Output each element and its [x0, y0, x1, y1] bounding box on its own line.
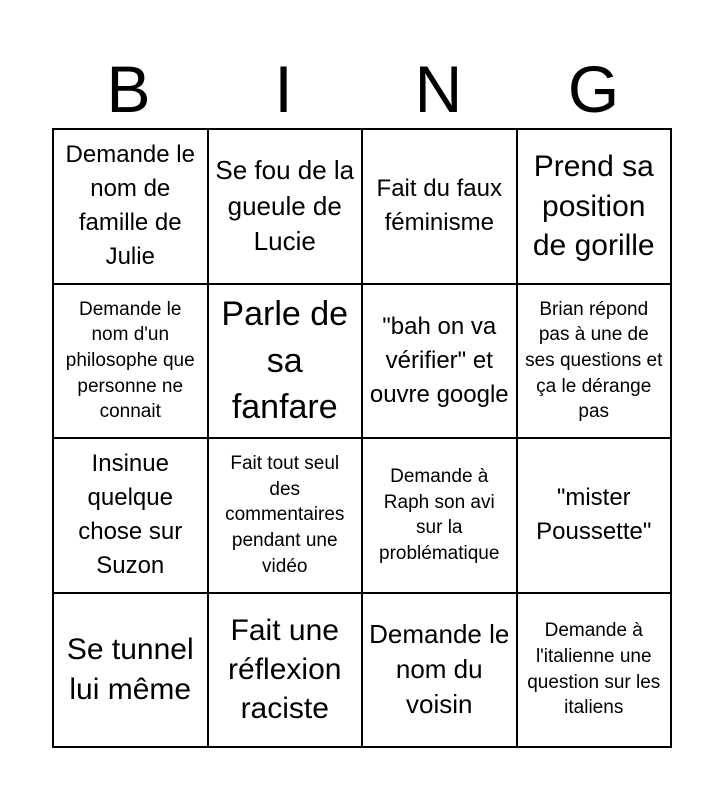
bingo-cell[interactable] — [517, 129, 672, 284]
cell-text: Insinue quelque chose sur Suzon — [78, 450, 183, 580]
bingo-cell[interactable] — [362, 284, 517, 439]
bingo-cell[interactable] — [208, 438, 363, 593]
bingo-cell[interactable] — [362, 438, 517, 593]
bingo-cell[interactable] — [517, 593, 672, 748]
cell-text: "bah on va vérifier" et ouvre google — [369, 312, 509, 408]
cell-text: Demande le nom d'un philosophe que personne ne connait — [65, 298, 195, 423]
cell-text: Prend sa position de gorille — [532, 150, 655, 262]
bingo-cell[interactable] — [517, 438, 672, 593]
cell-text: Brian répond pas à une de ses questions et ça le dérange pas — [525, 298, 663, 423]
bingo-cell[interactable] — [208, 129, 363, 284]
bingo-cell[interactable] — [208, 284, 363, 439]
cell-text: Se tunnel lui même — [66, 633, 194, 706]
cell-text: Demande le nom du voisin — [369, 618, 510, 720]
bingo-cell[interactable] — [362, 593, 517, 748]
bingo-cell[interactable] — [53, 438, 208, 593]
header-letter-i: I — [274, 52, 293, 126]
header-letter-g: G — [567, 52, 620, 126]
bingo-cell[interactable] — [53, 593, 208, 748]
header-letter-n: N — [414, 52, 463, 126]
cell-text: Fait tout seul des commentaires pendant une vidéo — [225, 453, 345, 577]
bingo-header — [51, 50, 671, 128]
bingo-cell[interactable] — [208, 593, 363, 748]
bingo-cell[interactable] — [53, 129, 208, 284]
cell-text: Fait une réflexion raciste — [228, 613, 342, 726]
cell-text: Demande à l'italienne une question sur les italiens — [527, 620, 661, 719]
bingo-board — [52, 128, 672, 748]
bingo-cell[interactable] — [53, 284, 208, 439]
header-letter-b: B — [106, 52, 151, 126]
cell-text: Demande le nom de famille de Julie — [65, 141, 195, 271]
cell-text: Parle de sa fanfare — [221, 295, 349, 426]
cell-text: Se fou de la gueule de Lucie — [215, 155, 355, 256]
cell-text: "mister Poussette" — [536, 484, 652, 546]
bingo-cell[interactable] — [362, 129, 517, 284]
cell-text: Fait du faux féminisme — [376, 175, 502, 237]
cell-text: Demande à Raph son avi sur la problématique — [379, 465, 500, 564]
bingo-cell[interactable] — [517, 284, 672, 439]
